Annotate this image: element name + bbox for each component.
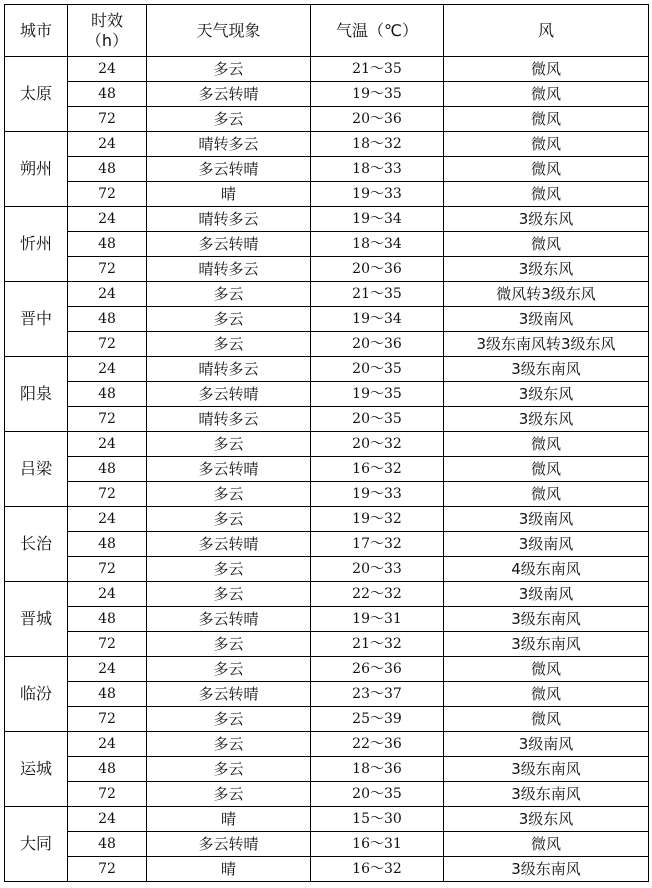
temperature-range: 18～36 [311, 757, 444, 782]
wind-description: 微风 [444, 482, 649, 507]
weather-condition: 晴转多云 [147, 132, 311, 157]
wind-description: 4级东南风 [444, 557, 649, 582]
temperature-range: 19～33 [311, 182, 444, 207]
city-name: 朔州 [5, 132, 68, 207]
forecast-table [4, 4, 649, 882]
forecast-hours: 24 [68, 507, 147, 532]
wind-description: 微风 [444, 657, 649, 682]
table-row [5, 832, 649, 857]
forecast-hours: 72 [68, 332, 147, 357]
table-row [5, 607, 649, 632]
weather-condition: 多云转晴 [147, 607, 311, 632]
table-row [5, 707, 649, 732]
wind-description: 3级东风 [444, 207, 649, 232]
temperature-range: 21～35 [311, 57, 444, 82]
temperature-range: 19～34 [311, 307, 444, 332]
weather-condition: 晴 [147, 807, 311, 832]
forecast-hours: 72 [68, 557, 147, 582]
wind-description: 3级南风 [444, 532, 649, 557]
weather-condition: 多云转晴 [147, 232, 311, 257]
table-row [5, 407, 649, 432]
temperature-range: 16～31 [311, 832, 444, 857]
table-row [5, 432, 649, 457]
temperature-range: 19～31 [311, 607, 444, 632]
forecast-hours: 48 [68, 82, 147, 107]
wind-description: 微风 [444, 682, 649, 707]
weather-condition: 多云 [147, 632, 311, 657]
wind-description: 微风 [444, 832, 649, 857]
forecast-hours: 24 [68, 432, 147, 457]
wind-description: 3级南风 [444, 582, 649, 607]
wind-description: 3级东风 [444, 807, 649, 832]
weather-condition: 晴转多云 [147, 207, 311, 232]
wind-description: 微风 [444, 432, 649, 457]
weather-condition: 多云 [147, 757, 311, 782]
table-row [5, 507, 649, 532]
forecast-hours: 72 [68, 182, 147, 207]
table-row [5, 732, 649, 757]
weather-condition: 晴转多云 [147, 407, 311, 432]
forecast-hours: 24 [68, 657, 147, 682]
wind-description: 3级东南风 [444, 357, 649, 382]
weather-condition: 多云 [147, 732, 311, 757]
weather-condition: 多云 [147, 432, 311, 457]
forecast-hours: 48 [68, 682, 147, 707]
table-row [5, 457, 649, 482]
temperature-range: 26～36 [311, 657, 444, 682]
weather-condition: 多云 [147, 507, 311, 532]
temperature-range: 25～39 [311, 707, 444, 732]
weather-condition: 多云 [147, 707, 311, 732]
forecast-hours: 48 [68, 307, 147, 332]
temperature-range: 21～32 [311, 632, 444, 657]
header-temperature: 气温（℃） [311, 5, 444, 57]
table-row [5, 132, 649, 157]
forecast-hours: 72 [68, 107, 147, 132]
weather-condition: 多云转晴 [147, 532, 311, 557]
wind-description: 微风 [444, 107, 649, 132]
forecast-hours: 72 [68, 482, 147, 507]
city-name: 晋城 [5, 582, 68, 657]
temperature-range: 18～32 [311, 132, 444, 157]
forecast-hours: 48 [68, 382, 147, 407]
forecast-hours: 24 [68, 732, 147, 757]
table-row [5, 107, 649, 132]
weather-condition: 晴 [147, 182, 311, 207]
header-time-label: 时效 [90, 10, 123, 30]
wind-description: 3级东南风 [444, 632, 649, 657]
temperature-range: 21～35 [311, 282, 444, 307]
table-row [5, 182, 649, 207]
table-row [5, 282, 649, 307]
forecast-hours: 48 [68, 832, 147, 857]
city-name: 忻州 [5, 207, 68, 282]
city-name: 大同 [5, 807, 68, 882]
temperature-range: 17～32 [311, 532, 444, 557]
table-row [5, 57, 649, 82]
forecast-hours: 48 [68, 232, 147, 257]
wind-description: 微风 [444, 457, 649, 482]
weather-condition: 多云转晴 [147, 457, 311, 482]
header-city: 城市 [5, 5, 68, 57]
weather-condition: 多云 [147, 557, 311, 582]
forecast-hours: 24 [68, 57, 147, 82]
temperature-range: 22～32 [311, 582, 444, 607]
header-weather: 天气现象 [147, 5, 311, 57]
forecast-hours: 24 [68, 132, 147, 157]
header-time-unit: （h） [85, 30, 129, 50]
temperature-range: 20～35 [311, 782, 444, 807]
forecast-hours: 72 [68, 407, 147, 432]
wind-description: 微风 [444, 707, 649, 732]
city-name: 运城 [5, 732, 68, 807]
weather-condition: 多云 [147, 107, 311, 132]
table-row [5, 482, 649, 507]
header-time [68, 5, 147, 57]
weather-condition: 多云 [147, 782, 311, 807]
table-row [5, 682, 649, 707]
weather-condition: 多云转晴 [147, 682, 311, 707]
forecast-hours: 24 [68, 807, 147, 832]
temperature-range: 20～32 [311, 432, 444, 457]
temperature-range: 20～33 [311, 557, 444, 582]
wind-description: 微风 [444, 132, 649, 157]
city-name: 晋中 [5, 282, 68, 357]
weather-condition: 多云 [147, 657, 311, 682]
forecast-hours: 24 [68, 207, 147, 232]
temperature-range: 23～37 [311, 682, 444, 707]
table-row [5, 207, 649, 232]
forecast-hours: 24 [68, 582, 147, 607]
temperature-range: 19～33 [311, 482, 444, 507]
wind-description: 3级东风 [444, 257, 649, 282]
wind-description: 3级东风 [444, 407, 649, 432]
temperature-range: 15～30 [311, 807, 444, 832]
weather-condition: 多云转晴 [147, 382, 311, 407]
forecast-hours: 24 [68, 282, 147, 307]
weather-condition: 晴转多云 [147, 257, 311, 282]
table-row [5, 557, 649, 582]
wind-description: 3级东南风 [444, 782, 649, 807]
temperature-range: 16～32 [311, 457, 444, 482]
header-row [5, 5, 649, 57]
weather-condition: 多云 [147, 282, 311, 307]
weather-condition: 晴转多云 [147, 357, 311, 382]
temperature-range: 20～36 [311, 257, 444, 282]
forecast-hours: 48 [68, 157, 147, 182]
city-name: 吕梁 [5, 432, 68, 507]
table-row [5, 157, 649, 182]
temperature-range: 19～35 [311, 382, 444, 407]
wind-description: 3级南风 [444, 307, 649, 332]
city-name: 临汾 [5, 657, 68, 732]
weather-condition: 多云 [147, 582, 311, 607]
table-row [5, 532, 649, 557]
table-row [5, 782, 649, 807]
forecast-hours: 48 [68, 532, 147, 557]
weather-condition: 晴 [147, 857, 311, 882]
temperature-range: 19～35 [311, 82, 444, 107]
table-row [5, 307, 649, 332]
temperature-range: 20～35 [311, 357, 444, 382]
city-name: 阳泉 [5, 357, 68, 432]
table-row [5, 332, 649, 357]
table-row [5, 232, 649, 257]
wind-description: 微风 [444, 232, 649, 257]
table-row [5, 632, 649, 657]
weather-condition: 多云 [147, 482, 311, 507]
table-row [5, 382, 649, 407]
wind-description: 微风转3级东风 [444, 282, 649, 307]
table-row [5, 857, 649, 882]
forecast-hours: 48 [68, 607, 147, 632]
forecast-hours: 24 [68, 357, 147, 382]
temperature-range: 18～33 [311, 157, 444, 182]
table-row [5, 807, 649, 832]
weather-condition: 多云转晴 [147, 82, 311, 107]
wind-description: 3级东南风 [444, 757, 649, 782]
wind-description: 3级东南风 [444, 607, 649, 632]
table-row [5, 357, 649, 382]
wind-description: 微风 [444, 157, 649, 182]
forecast-hours: 72 [68, 257, 147, 282]
table-row [5, 82, 649, 107]
temperature-range: 22～36 [311, 732, 444, 757]
weather-condition: 多云 [147, 57, 311, 82]
table-row [5, 757, 649, 782]
forecast-hours: 72 [68, 782, 147, 807]
wind-description: 3级南风 [444, 507, 649, 532]
weather-condition: 多云转晴 [147, 832, 311, 857]
wind-description: 3级东风 [444, 382, 649, 407]
wind-description: 微风 [444, 182, 649, 207]
wind-description: 3级东南风转3级东风 [444, 332, 649, 357]
temperature-range: 18～34 [311, 232, 444, 257]
header-wind: 风 [444, 5, 649, 57]
forecast-hours: 48 [68, 757, 147, 782]
temperature-range: 20～36 [311, 332, 444, 357]
temperature-range: 19～34 [311, 207, 444, 232]
table-row [5, 582, 649, 607]
table-row [5, 257, 649, 282]
forecast-hours: 48 [68, 457, 147, 482]
weather-condition: 多云 [147, 307, 311, 332]
temperature-range: 20～36 [311, 107, 444, 132]
temperature-range: 16～32 [311, 857, 444, 882]
wind-description: 微风 [444, 82, 649, 107]
temperature-range: 20～35 [311, 407, 444, 432]
wind-description: 3级东南风 [444, 857, 649, 882]
wind-description: 微风 [444, 57, 649, 82]
temperature-range: 19～32 [311, 507, 444, 532]
wind-description: 3级南风 [444, 732, 649, 757]
city-name: 长治 [5, 507, 68, 582]
weather-condition: 多云 [147, 332, 311, 357]
table-row [5, 657, 649, 682]
forecast-hours: 72 [68, 632, 147, 657]
forecast-hours: 72 [68, 707, 147, 732]
weather-condition: 多云转晴 [147, 157, 311, 182]
city-name: 太原 [5, 57, 68, 132]
table-body [5, 57, 649, 882]
forecast-hours: 72 [68, 857, 147, 882]
